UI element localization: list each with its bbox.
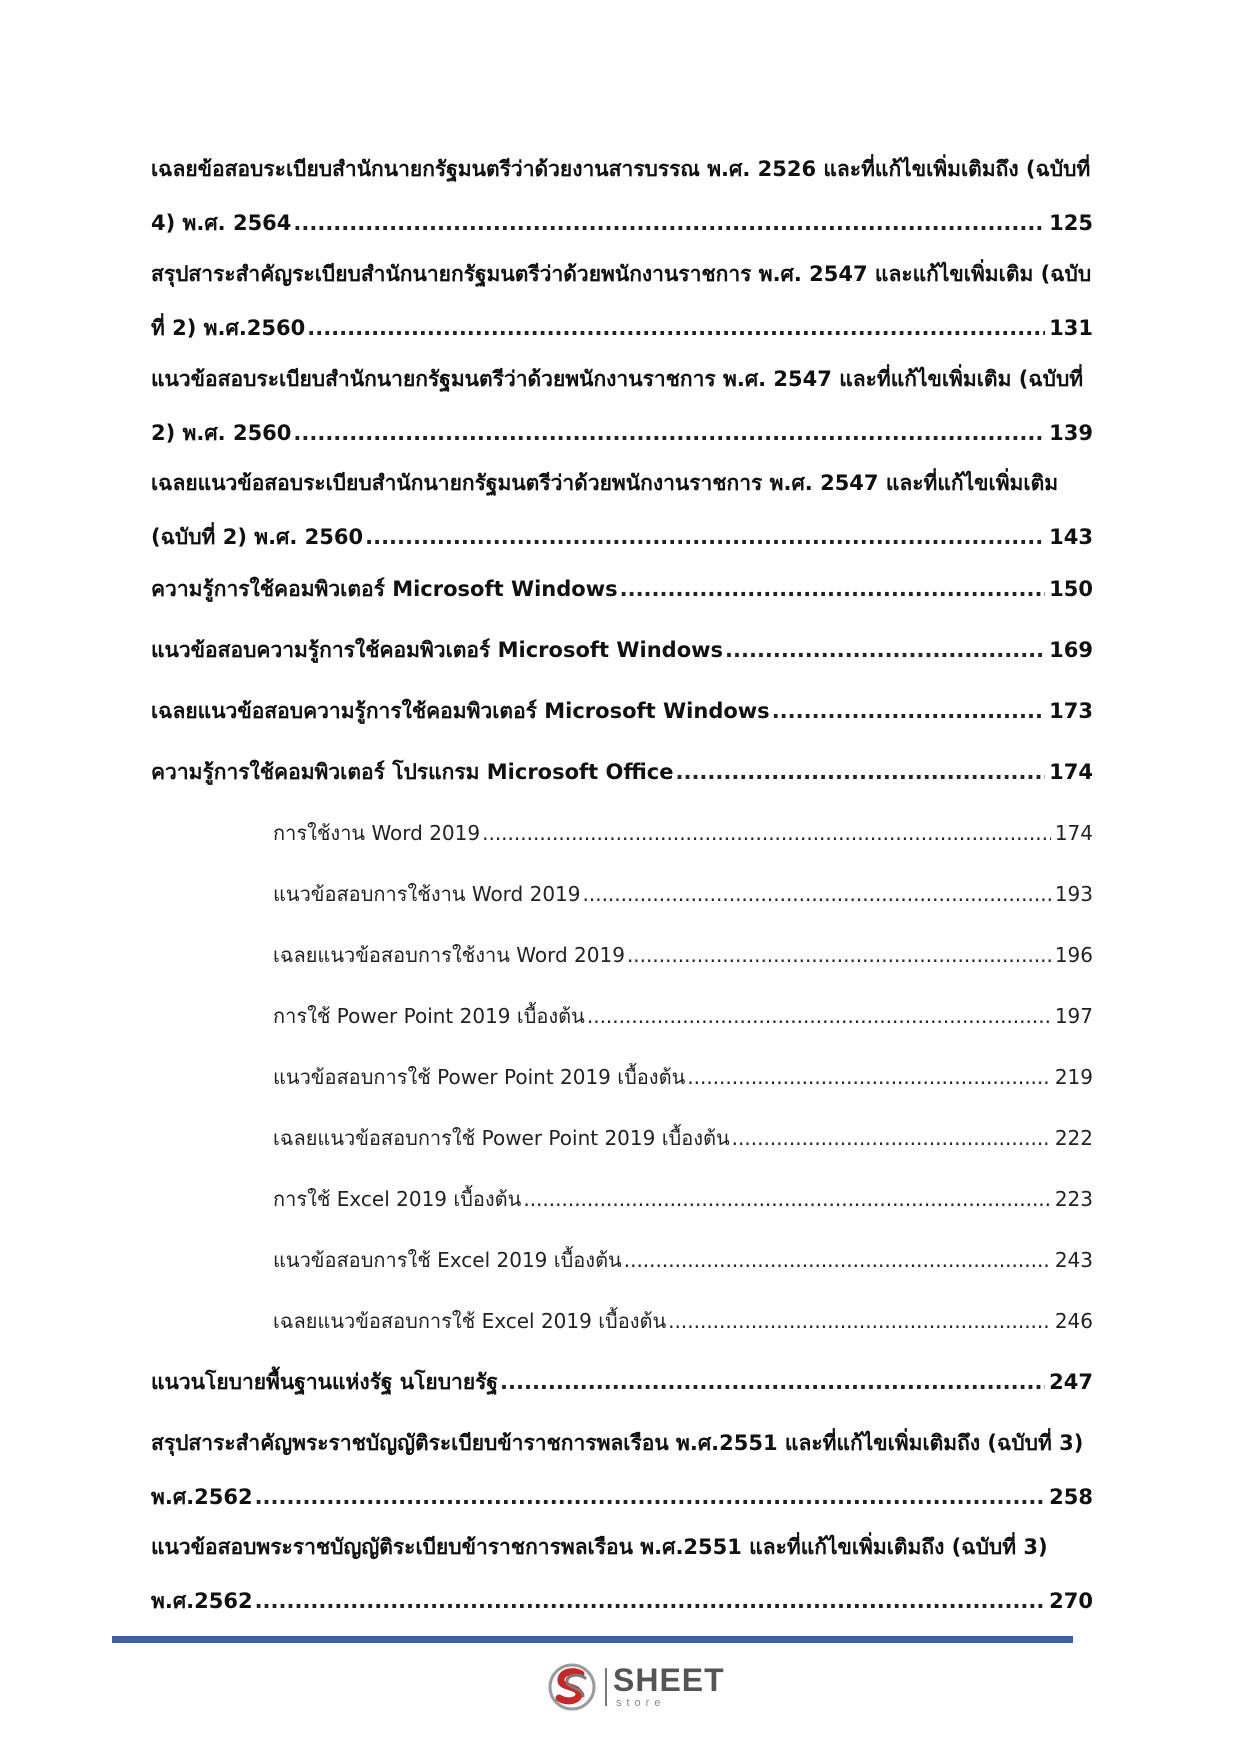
toc-entry[interactable] [151, 364, 1093, 448]
toc-entry-leader [151, 313, 1093, 343]
toc-entry-title-line2: พ.ศ.2562 [151, 1485, 253, 1509]
toc-entry-title: แนวข้อสอบการใช้ Excel 2019 เบื้องต้น [273, 1248, 622, 1272]
dot-leader [255, 1482, 1046, 1512]
footer-logo [545, 1660, 725, 1714]
dot-leader [772, 696, 1045, 726]
toc-entry-leader [151, 1586, 1093, 1616]
toc-entry-page: 125 [1049, 211, 1093, 235]
toc-entry-title-line1: สรุปสาระสำคัญพระราชบัญญัติระเบียบข้าราชการพลเรือน พ.ศ.2551 และที่แก้ไขเพิ่มเติมถึง (ฉบับที่ 3) [151, 1431, 1084, 1455]
toc-entry-title-line1: แนวข้อสอบพระราชบัญญัติระเบียบข้าราชการพลเรือน พ.ศ.2551 และที่แก้ไขเพิ่มเติมถึง (ฉบับที่ 3) [151, 1535, 1048, 1559]
toc-entry-title-line2: ที่ 2) พ.ศ.2560 [151, 316, 306, 340]
toc-entry-title-line1: แนวข้อสอบระเบียบสำนักนายกรัฐมนตรีว่าด้วยพนักงานราชการ พ.ศ. 2547 และที่แก้ไขเพิ่มเติม (ฉบับที่ [151, 367, 1084, 391]
toc-entry-title: ความรู้การใช้คอมพิวเตอร์ โปรแกรม Microsoft Office [151, 760, 674, 784]
toc-entry-leader [273, 1245, 1093, 1275]
dot-leader [627, 940, 1051, 970]
toc-entry-page: 150 [1049, 577, 1093, 601]
toc-subentry[interactable] [273, 1062, 1093, 1092]
logo-divider [605, 1668, 607, 1706]
toc-subentry[interactable] [273, 1245, 1093, 1275]
footer-rule [112, 1636, 1073, 1643]
toc-entry-title-line1: เฉลยข้อสอบระเบียบสำนักนายกรัฐมนตรีว่าด้วยงานสารบรรณ พ.ศ. 2526 และที่แก้ไขเพิ่มเติมถึง (ฉบับที่ [151, 157, 1091, 181]
toc-entry[interactable] [151, 1532, 1093, 1616]
dot-leader [482, 818, 1051, 848]
toc-entry-title: เฉลยแนวข้อสอบการใช้งาน Word 2019 [273, 943, 625, 967]
toc-subentry[interactable] [273, 940, 1093, 970]
toc-entry-title: แนวนโยบายพื้นฐานแห่งรัฐ นโยบายรัฐ [151, 1370, 499, 1394]
toc-entry-page: 131 [1049, 316, 1093, 340]
toc-entry-leader [151, 696, 1093, 726]
toc-entry-leader [151, 418, 1093, 448]
toc-entry-page: 247 [1049, 1370, 1093, 1394]
dot-leader [687, 1062, 1051, 1092]
toc-entry-leader [273, 1001, 1093, 1031]
dot-leader [583, 879, 1051, 909]
toc-entry[interactable] [151, 757, 1093, 787]
toc-entry-leader [151, 522, 1093, 552]
toc-entry-page: 173 [1049, 699, 1093, 723]
dot-leader [293, 208, 1045, 238]
toc-subentry[interactable] [273, 818, 1093, 848]
toc-entry-page: 193 [1054, 882, 1093, 906]
toc-entry[interactable] [151, 635, 1093, 665]
toc-entry-title: การใช้ Power Point 2019 เบื้องต้น [273, 1004, 585, 1028]
dot-leader [668, 1306, 1051, 1336]
dot-leader [587, 1001, 1051, 1031]
toc-entry-title: ความรู้การใช้คอมพิวเตอร์ Microsoft Windows [151, 577, 618, 601]
toc-entry-leader [151, 1482, 1093, 1512]
toc-entry-page: 270 [1049, 1589, 1093, 1613]
toc-entry[interactable] [151, 468, 1093, 552]
toc-entry-leader [273, 1184, 1093, 1214]
dot-leader [500, 1367, 1045, 1397]
toc-entry-title: เฉลยแนวข้อสอบการใช้ Excel 2019 เบื้องต้น [273, 1309, 667, 1333]
toc-entry-leader [151, 208, 1093, 238]
toc-entry-title: แนวข้อสอบความรู้การใช้คอมพิวเตอร์ Microsoft Windows [151, 638, 724, 662]
toc-entry-title: การใช้ Excel 2019 เบื้องต้น [273, 1187, 522, 1211]
toc-entry-page: 196 [1054, 943, 1093, 967]
toc-entry-leader [273, 1306, 1093, 1336]
toc-entry-page: 169 [1049, 638, 1093, 662]
toc-entry-page: 174 [1049, 760, 1093, 784]
brand-name: SHEET [613, 1662, 725, 1698]
toc-entry-page: 223 [1054, 1187, 1093, 1211]
toc-entry-leader [151, 757, 1093, 787]
toc-entry-leader [151, 574, 1093, 604]
toc-entry-leader [151, 635, 1093, 665]
dot-leader [732, 1123, 1051, 1153]
toc-entry[interactable] [151, 696, 1093, 726]
dot-leader [624, 1245, 1051, 1275]
toc-entry-page: 243 [1054, 1248, 1093, 1272]
toc-entry-page: 174 [1054, 821, 1093, 845]
toc-entry-page: 246 [1054, 1309, 1093, 1333]
toc-entry[interactable] [151, 1428, 1093, 1512]
sheet-store-s-logo-icon [545, 1660, 599, 1714]
toc-entry-page: 222 [1054, 1126, 1093, 1150]
toc-entry-title: แนวข้อสอบการใช้งาน Word 2019 [273, 882, 581, 906]
toc-entry-page: 258 [1049, 1485, 1093, 1509]
toc-entry[interactable] [151, 259, 1093, 343]
toc-entry-leader [273, 1123, 1093, 1153]
toc-entry-title-line2: 4) พ.ศ. 2564 [151, 211, 292, 235]
toc-subentry[interactable] [273, 1306, 1093, 1336]
toc-entry-title: การใช้งาน Word 2019 [273, 821, 481, 845]
toc-entry-leader [273, 940, 1093, 970]
toc-entry-title-line2: พ.ศ.2562 [151, 1589, 253, 1613]
toc-entry-title-line1: เฉลยแนวข้อสอบระเบียบสำนักนายกรัฐมนตรีว่าด้วยพนักงานราชการ พ.ศ. 2547 และที่แก้ไขเพิ่มเติม [151, 471, 1059, 495]
toc-subentry[interactable] [273, 1123, 1093, 1153]
toc-entry-leader [273, 879, 1093, 909]
toc-subentry[interactable] [273, 879, 1093, 909]
toc-entry-title: แนวข้อสอบการใช้ Power Point 2019 เบื้องต้น [273, 1065, 686, 1089]
dot-leader [293, 418, 1045, 448]
toc-entry-leader [273, 1062, 1093, 1092]
toc-entry-title-line2: (ฉบับที่ 2) พ.ศ. 2560 [151, 525, 364, 549]
dot-leader [725, 635, 1045, 665]
dot-leader [523, 1184, 1050, 1214]
toc-entry-title-line2: 2) พ.ศ. 2560 [151, 421, 292, 445]
toc-entry-leader [151, 1367, 1093, 1397]
toc-subentry[interactable] [273, 1001, 1093, 1031]
brand-subtitle: store [616, 1697, 666, 1709]
toc-entry-page: 143 [1049, 525, 1093, 549]
toc-entry[interactable] [151, 1367, 1093, 1397]
toc-entry-title-line1: สรุปสาระสำคัญระเบียบสำนักนายกรัฐมนตรีว่าด้วยพนักงานราชการ พ.ศ. 2547 และแก้ไขเพิ่มเติม (ฉบับ [151, 262, 1092, 286]
dot-leader [620, 574, 1046, 604]
toc-entry-title: เฉลยแนวข้อสอบการใช้ Power Point 2019 เบื้องต้น [273, 1126, 730, 1150]
toc-entry-title: เฉลยแนวข้อสอบความรู้การใช้คอมพิวเตอร์ Microsoft Windows [151, 699, 770, 723]
dot-leader [365, 522, 1045, 552]
toc-entry-page: 197 [1054, 1004, 1093, 1028]
toc-entry-page: 139 [1049, 421, 1093, 445]
dot-leader [675, 757, 1045, 787]
toc-entry[interactable] [151, 574, 1093, 604]
toc-entry-page: 219 [1054, 1065, 1093, 1089]
dot-leader [255, 1586, 1046, 1616]
toc-subentry[interactable] [273, 1184, 1093, 1214]
toc-entry[interactable] [151, 154, 1093, 238]
dot-leader [307, 313, 1045, 343]
toc-entry-leader [273, 818, 1093, 848]
